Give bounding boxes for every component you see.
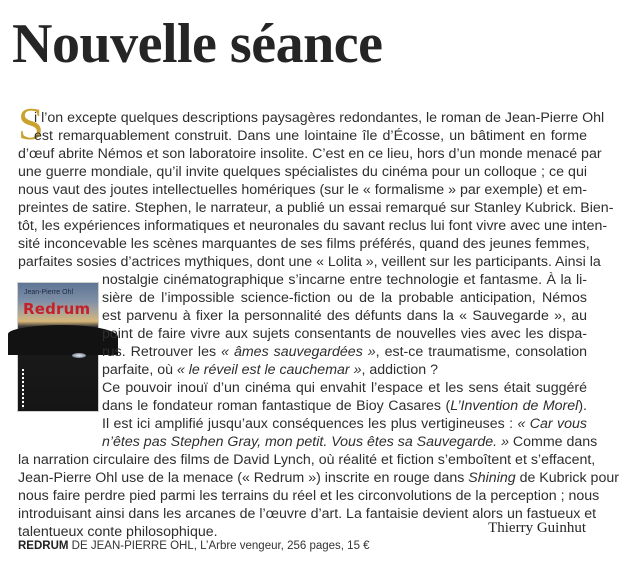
paragraph-line <box>102 289 587 307</box>
paragraph-line <box>18 163 587 181</box>
paragraph-line <box>102 343 587 361</box>
line-italic-text: L’Invention de Morel <box>450 398 579 414</box>
line-italic-text: Shining <box>468 470 516 486</box>
line-italic-text: n’êtes pas Stephen Gray, mon petit. Vous êtes sa Sauvegarde. » <box>102 434 509 450</box>
line-text: introduisant ainsi dans les arcanes de l’œuvre d’art. La fantaisie devient alors un fastueux et <box>18 506 597 522</box>
line-text: d’œuf abrite Némos et son laboratoire insolite. C’est en ce lieu, hors d’un monde menacé par <box>18 146 602 162</box>
cover-title: Redrum <box>23 300 91 318</box>
paragraph-line <box>102 361 587 379</box>
paragraph-line <box>34 109 605 127</box>
line-text: Ce pouvoir inouï d’un cinéma qui envahit l’espace et les sens était suggéré <box>102 380 587 396</box>
paragraph-line <box>18 235 590 253</box>
paragraph-line <box>18 181 587 199</box>
line-text: sière de l’impossible science-fiction ou de la probable anticipation, Némos <box>102 290 587 306</box>
paragraph-line <box>18 199 614 217</box>
article-title: Nouvelle séance <box>12 13 383 75</box>
line-italic-text: « le réveil est le cauchemar » <box>176 362 362 378</box>
line-text: rus. Retrouver les <box>102 344 222 360</box>
line-text: , addiction ? <box>361 362 438 378</box>
paragraph-line <box>102 325 587 343</box>
line-text: de Kubrick pour <box>515 470 619 486</box>
paragraph-line <box>102 379 587 397</box>
paragraph-line <box>34 127 587 145</box>
line-text: nous vaut des joutes intellectuelles homériques (sur le « formalisme » par exemple) et em- <box>18 182 587 198</box>
paragraph-line <box>18 487 600 505</box>
line-text: Jean-Pierre Ohl use de la menace (« Redrum ») inscrite en rouge dans <box>18 470 469 486</box>
book-reference <box>18 540 370 552</box>
paragraph-line <box>102 307 587 325</box>
line-text: i l’on excepte quelques descriptions paysagères redondantes, le roman de Jean-Pierre Ohl <box>34 110 605 126</box>
book-reference-details: DE JEAN-PIERRE OHL, L’Arbre vengeur, 256 pages, 15 € <box>68 540 370 552</box>
paragraph-line <box>102 271 587 289</box>
line-text: une guerre mondiale, qu’il invite quelques spécialistes du cinéma pour un colloque ; ce qui <box>18 164 587 180</box>
line-text: preintes de satire. Stephen, le narrateur, a publié un essai remarqué sur Stanley Kubrick. Bien- <box>18 200 614 216</box>
line-text: ). <box>578 398 587 414</box>
line-text: nous faire perdre pied parmi les terrains du réel et les circonvolutions de la perception ; nous <box>18 488 600 504</box>
drop-cap: S <box>18 98 44 149</box>
line-text: parfaites sosies d’actrices mythiques, dont une « Lolita », veillent sur les participants. Ainsi la <box>18 254 601 270</box>
line-text: talentueux conte philosophique. <box>18 524 218 540</box>
paragraph-line <box>18 253 601 271</box>
line-text: est parvenu à fixer la personnalité des défunts dans la « Sauvegarde », au <box>102 308 587 324</box>
author-signature: Thierry Guinhut <box>488 520 586 536</box>
paragraph-line <box>102 397 587 415</box>
article-body <box>18 109 619 541</box>
paragraph-line <box>18 217 608 235</box>
line-text: Il est ici amplifié jusqu’aux conséquences les plus vertigineuses : <box>102 416 518 432</box>
book-reference-title: REDRUM <box>18 540 69 552</box>
line-italic-text: « Car vous <box>517 416 587 432</box>
line-text: la narration circulaire des films de David Lynch, où réalité et fiction s’emboîtent et s’effacent, <box>18 452 596 468</box>
line-italic-text: « âmes sauvegardées » <box>221 344 376 360</box>
line-text: tôt, les expériences informatiques et neuronales du savant reclus lui font vivre avec une inten- <box>18 218 608 234</box>
paragraph-line <box>18 469 619 487</box>
paragraph-line <box>18 145 602 163</box>
line-text: point de faire vivre aux sujets consentants de nouvelles vies avec les dispa- <box>102 326 587 342</box>
line-text: sité inconcevable les scènes marquantes de ses films préférés, quand des jeunes femmes, <box>18 236 590 252</box>
cover-author: Jean-Pierre Ohl <box>24 289 74 296</box>
line-text: , est-ce traumatisme, consolation <box>375 344 588 360</box>
paragraph-line <box>18 451 596 469</box>
line-text: parfaite, où <box>102 362 177 378</box>
line-text: dans le fondateur roman fantastique de Bioy Casares ( <box>102 398 451 414</box>
paragraph-line <box>102 433 598 451</box>
line-text: nostalgie cinématographique s’incarne entre technologie et fantasme. À la li- <box>102 272 587 288</box>
line-text: Comme dans <box>508 434 598 450</box>
paragraph-line <box>102 415 587 433</box>
line-text: est remarquablement construit. Dans une lointaine île d’Écosse, un bâtiment en forme <box>34 128 587 144</box>
